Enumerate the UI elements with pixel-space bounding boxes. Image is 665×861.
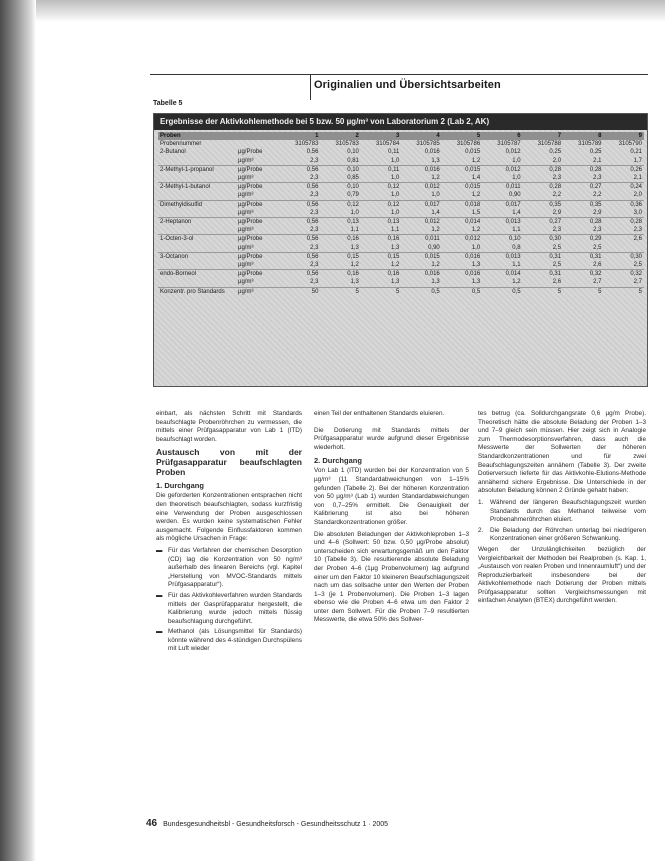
table-cell: µg/m³ (236, 209, 280, 218)
table-cell: 1,2 (401, 226, 441, 235)
table-cell: 0,014 (505, 271, 521, 278)
table-cell: 0,011 (425, 236, 440, 243)
text-column-2 (314, 410, 469, 628)
table-cell: 0,36 (630, 201, 642, 208)
table-cell: 1,1 (361, 226, 401, 235)
table-cell: Dimethyldisulfid (160, 201, 203, 208)
table-cell (158, 261, 236, 270)
table-cell: 0,81 (320, 157, 360, 166)
table-label: Tabelle 5 (153, 100, 183, 107)
table-cell: 1,7 (604, 157, 645, 166)
table-cell: µg/m³ (236, 278, 280, 287)
table-cell: 1,4 (442, 174, 482, 183)
table-cell: 8 (563, 132, 603, 140)
table-cell: 1,3 (442, 278, 482, 287)
table-cell: µg/Probe (238, 149, 263, 156)
table-caption: Ergebnisse der Aktivkohlemethode bei 5 bzw. 50 µg/m³ von Laboratorium 2 (Lab 2, AK) (154, 114, 647, 130)
table-cell (158, 174, 236, 183)
table-cell: 5 (395, 288, 400, 295)
table-cell: 0,56 (306, 166, 319, 173)
table-cell: 1,0 (361, 209, 401, 218)
bullet-marker-icon: ▬ (156, 628, 163, 636)
table-cell: 3,0 (604, 209, 645, 218)
table-cell: 0,56 (306, 253, 319, 260)
table-cell: 0,15 (347, 253, 359, 260)
list-number: 1. (478, 498, 484, 506)
table-cell: 0,10 (347, 149, 359, 156)
table-cell: 0,79 (320, 191, 360, 200)
text-column-3 (478, 410, 646, 609)
table-cell: 1,0 (442, 244, 482, 253)
table-cell: 2-Methyl-1-propanol (160, 166, 214, 173)
table-cell: 1,0 (320, 209, 360, 218)
table-cell: 0,012 (424, 219, 440, 226)
table-cell: 1,3 (401, 157, 441, 166)
table-cell: 0,018 (465, 201, 481, 208)
table-row (158, 226, 644, 235)
table-cell: 0,31 (549, 253, 562, 260)
table-cell: 3105784 (375, 141, 400, 148)
table-cell: 1,2 (442, 191, 482, 200)
list-item-text: Für das Verfahren der chemischen Desorption (CD) lag die Konzentration von 50 ng/m³ außerhalb des linearen Bereichs (vgl. Kapitel „Herstellung von MVOC-Standards mittels Prüfgasapparatur“). (168, 546, 302, 589)
table-cell: 0,017 (505, 201, 521, 208)
table-cell: 2,5 (604, 261, 645, 270)
paragraph: Die Dotierung mit Standards mittels der Prüfgasapparatur wurde aufgrund dieser Ergebnisse wiederholt. (314, 426, 469, 451)
table-cell: 0,29 (589, 236, 602, 243)
table-cell: 0,10 (347, 166, 359, 173)
table-cell: 3105786 (456, 141, 481, 148)
table-cell: 0,28 (549, 184, 562, 191)
list-item (478, 499, 646, 525)
paragraph: Wegen der Unzulänglichkeiten bezüglich der Vergleichbarkeit der Methoden bei Realproben (s. Kap. 1, „Austausch von realen Proben und Innenraumluft“) und der Reproduzierbarkeit insbesondere bei der Aktivkohlemethode nach Dotierung der Proben mittels Prüfgasapparatur sollten Vergleichsmessungen mit einfachen Analyten (BTEX) durchgeführt werden. (478, 545, 646, 605)
table-row (158, 183, 644, 192)
table-cell: 2,3 (280, 209, 320, 218)
table-cell: 2,9 (523, 209, 563, 218)
table-cell: 0,012 (424, 184, 440, 191)
table-cell: 0,56 (306, 184, 319, 191)
results-table (158, 132, 644, 296)
table-cell: 0,13 (387, 219, 400, 226)
list-item-text: Während der längeren Beaufschlagungszeit wurden Standards durch das Methanol teilweise vom Probenahmeröhrchen eluiert. (490, 498, 646, 524)
table-cell: µg/m³ (236, 244, 280, 253)
table-cell: 2,7 (604, 278, 645, 287)
table-cell: 5 (355, 288, 359, 295)
table-row (158, 235, 644, 244)
table-cell: µg/Probe (238, 236, 263, 243)
table-cell: 2,3 (280, 157, 320, 166)
table-cell: 1,0 (361, 174, 401, 183)
table-cell: 0,012 (465, 236, 481, 243)
section-heading: Austausch von mit der Prüfgasapparatur beaufschlagten Proben (156, 447, 302, 478)
table-cell: 3105783 (295, 141, 319, 148)
table-cell: 50 (311, 288, 319, 295)
table-cell: 5 (442, 132, 482, 140)
list-item-text: Die Beladung der Röhrchen unterlag bei niedrigeren Konzentrationen einer größeren Schwankung. (490, 526, 646, 543)
table-cell: 0,011 (506, 184, 521, 191)
table-cell (158, 191, 236, 200)
table-cell: 0,16 (387, 271, 400, 278)
text-column-1 (156, 410, 302, 656)
table-cell: 0,016 (424, 149, 440, 156)
results-table-box (153, 113, 648, 387)
table-cell: 5 (638, 288, 642, 295)
table-cell: 0,015 (424, 253, 440, 260)
table-cell (158, 244, 236, 253)
table-cell: µg/Probe (238, 219, 263, 226)
table-cell: 0,015 (465, 166, 481, 173)
table-cell: µg/m³ (236, 157, 280, 166)
table-cell: 0,90 (482, 191, 522, 200)
table-cell (604, 244, 645, 253)
table-cell: 1,0 (482, 174, 522, 183)
table-cell: 1-Octen-3-ol (160, 236, 194, 243)
table-cell: 2,3 (280, 278, 320, 287)
table-cell: 0,26 (630, 166, 642, 173)
table-cell: µg/Probe (238, 271, 263, 278)
table-cell: 1,2 (482, 278, 522, 287)
table-cell: 0,016 (424, 271, 440, 278)
table-cell: Konzentr. pro Standards (160, 288, 225, 295)
scan-shadow-top (36, 0, 665, 22)
table-cell: 0,16 (387, 236, 400, 243)
table-cell: 0,35 (549, 201, 562, 208)
table-cell: 3-Octanon (160, 253, 189, 260)
table-cell: 3105790 (618, 141, 642, 148)
table-header-row (158, 132, 644, 140)
table-cell: 1,3 (320, 244, 360, 253)
table-cell: 1,0 (361, 191, 401, 200)
table-cell: 0,25 (549, 149, 562, 156)
table-cell (236, 140, 280, 148)
table-cell: 2-Heptanon (160, 219, 192, 226)
table-cell: 1,4 (482, 209, 522, 218)
table-cell: 0,11 (388, 166, 400, 173)
table-row (158, 261, 644, 270)
table-cell: 0,016 (465, 271, 481, 278)
table-cell: 0,85 (320, 174, 360, 183)
table-cell: µg/m³ (236, 226, 280, 235)
table-cell: 0,5 (431, 288, 440, 295)
table-row (158, 200, 644, 209)
table-cell: 0,015 (465, 149, 481, 156)
table-cell: 2,2 (563, 191, 603, 200)
table-row (158, 148, 644, 156)
table-cell: 6 (482, 132, 522, 140)
table-cell: 0,13 (347, 219, 359, 226)
table-cell: 2,5 (563, 244, 603, 253)
page-number: 46 (146, 818, 158, 829)
table-cell: 2,6 (563, 261, 603, 270)
scan-shadow-left (0, 0, 36, 861)
table-cell: 3 (361, 132, 401, 140)
list-item-text: Methanol (als Lösungsmittel für Standards) könnte während des 4-stündigen Durchspülens mit Luft wieder (168, 628, 302, 653)
table-cell: 0,12 (387, 201, 400, 208)
paragraph: einbart, als nächsten Schritt mit Standards beaufschlagte Probenröhrchen zu vermessen, die mittels einer Prüfgasapparatur von Lab 1 (ITD) beaufschlagt worden. (156, 410, 302, 443)
table-cell: Proben (158, 132, 236, 140)
table-cell: 1,2 (401, 174, 441, 183)
table-cell: 2,0 (523, 157, 563, 166)
table-cell: 2,5 (523, 244, 563, 253)
table-cell: µg/Probe (238, 166, 263, 173)
table-cell: 2,3 (280, 244, 320, 253)
subsection-heading: 1. Durchgang (156, 481, 204, 491)
table-row (158, 209, 644, 218)
table-cell: 4 (401, 132, 441, 140)
table-cell: 0,28 (630, 219, 642, 226)
table-cell: 2,3 (604, 226, 645, 235)
table-cell: 2,3 (280, 174, 320, 183)
table-row (158, 218, 644, 227)
table-cell (158, 157, 236, 166)
bullet-list (156, 547, 302, 654)
table-cell: 0,35 (589, 201, 602, 208)
bullet-marker-icon: ▬ (156, 591, 163, 599)
list-item (156, 628, 302, 654)
table-cell: 0,25 (589, 149, 602, 156)
table-cell: 1,3 (401, 278, 441, 287)
table-cell: 2,3 (523, 226, 563, 235)
table-cell: 2,1 (604, 174, 645, 183)
table-cell: 0,8 (482, 244, 522, 253)
table-cell: 0,30 (630, 253, 642, 260)
table-cell: 2-Butanol (160, 149, 186, 156)
table-cell: 0,012 (505, 166, 521, 173)
table-cell: 3105785 (416, 141, 440, 148)
table-cell: 1,2 (442, 226, 482, 235)
table-cell: 0,30 (549, 236, 562, 243)
table-cell: 1,4 (401, 209, 441, 218)
table-cell: 2,2 (523, 191, 563, 200)
table-cell: 0,24 (630, 184, 642, 191)
table-cell: 0,5 (471, 288, 481, 295)
table-cell: 1,0 (482, 157, 522, 166)
table-cell: 1,3 (442, 261, 482, 270)
table-cell: 3105783 (335, 141, 359, 148)
table-cell: 3105789 (578, 141, 602, 148)
paragraph: Die geforderten Konzentrationen entsprachen nicht den theoretisch beaufschlagten, sodass kurzfristig eine Verwendung der Proben ausgeschlossen werden. Es wurden keine systematischen Fehler ausgemacht. Folgende Einflussfaktoren kommen als mögliche Ursachen in Frage: (156, 492, 302, 543)
table-cell: 0,56 (306, 236, 319, 243)
table-cell: 0,31 (549, 271, 562, 278)
table-cell: 0,56 (306, 271, 319, 278)
table-cell: 2 (320, 132, 360, 140)
table-cell: 0,21 (630, 149, 642, 156)
table-cell: 0,017 (424, 201, 440, 208)
table-cell: µg/m³ (236, 261, 280, 270)
list-item (478, 527, 646, 544)
table-cell: µg/Probe (238, 201, 263, 208)
table-cell: 7 (523, 132, 563, 140)
table-cell: 1,2 (320, 261, 360, 270)
table-cell: 0,31 (589, 253, 602, 260)
table-cell: 0,12 (347, 201, 359, 208)
table-row (158, 165, 644, 174)
table-cell: 0,11 (388, 149, 400, 156)
table-cell: 0,28 (589, 166, 602, 173)
list-item-text: Für das Aktivkohleverfahren wurden Standards mittels der Gasprüfapparatur hergestellt, die Kalibrierung wurde jedoch mittels flüssig beaufschlagung durchgeführt. (168, 591, 302, 625)
paragraph: Von Lab 1 (ITD) wurden bei der Konzentration von 5 µg/m³ (11 Standardabweichungen von 1–15% gefunden (Tabelle 2). Bei der höheren Konzentration von 50 µg/m³ (Lab 1) wurden Standardabweichungen von 0,7–25% ermittelt. Die Genauigkeit der Kalibrierung ist also bei höheren Standardkonzentrationen größer. (314, 467, 469, 526)
table-cell: 0,32 (630, 271, 642, 278)
table-row (158, 157, 644, 166)
table-cell: 1,3 (320, 278, 360, 287)
table-cell: 1,3 (361, 278, 401, 287)
table-cell: 0,12 (387, 184, 400, 191)
table-row (158, 191, 644, 200)
table-cell: 0,013 (505, 253, 521, 260)
section-header-title: Originalien und Übersichtsarbeiten (314, 79, 501, 91)
table-cell: µg/m³ (238, 288, 254, 295)
table-cell: 0,56 (306, 149, 319, 156)
table-cell: 0,27 (589, 184, 602, 191)
table-cell: 0,10 (508, 236, 521, 243)
table-row (158, 287, 644, 296)
table-cell: µg/m³ (236, 191, 280, 200)
table-cell: Probennummer (160, 141, 202, 148)
table-row (158, 270, 644, 279)
table-cell: 0,56 (306, 219, 319, 226)
subsection-heading: 2. Durchgang (314, 456, 362, 466)
table-cell: 0,016 (465, 253, 481, 260)
table-cell: 0,015 (465, 184, 481, 191)
table-cell: 2-Methyl-1-butanol (160, 184, 211, 191)
journal-citation: Bundesgesundheitsbl - Gesundheitsforsch - Gesundheitsschutz 1 · 2005 (163, 821, 389, 828)
header-divider (310, 74, 311, 100)
table-cell: 1,2 (401, 261, 441, 270)
table-cell: 2,3 (280, 226, 320, 235)
table-cell (236, 132, 280, 140)
table-cell: µg/m³ (236, 174, 280, 183)
list-number: 2. (478, 526, 484, 534)
table-cell: 2,3 (563, 226, 603, 235)
table-cell: 0,012 (505, 149, 521, 156)
table-cell: 1,2 (361, 261, 401, 270)
table-cell: 1,0 (361, 157, 401, 166)
table-cell: 2,6 (523, 278, 563, 287)
table-cell: 1,5 (442, 209, 482, 218)
table-cell: 5 (557, 288, 562, 295)
table-cell: endo-Borneol (160, 271, 197, 278)
table-cell: 2,9 (563, 209, 603, 218)
table-row (158, 278, 644, 287)
table-row (158, 174, 644, 183)
table-cell: 3105788 (537, 141, 562, 148)
table-cell (158, 209, 236, 218)
table-cell: 0,15 (387, 253, 400, 260)
table-cell: 1 (280, 132, 320, 140)
table-cell: 0,016 (424, 166, 440, 173)
table-cell: 0,28 (589, 219, 602, 226)
table-cell: 0,014 (465, 219, 481, 226)
table-cell: 1,2 (442, 157, 482, 166)
table-cell: 0,28 (549, 166, 562, 173)
table-cell: 5 (598, 288, 602, 295)
table-cell: 0,16 (347, 236, 359, 243)
table-cell: 2,0 (604, 191, 645, 200)
bullet-marker-icon: ▬ (156, 546, 163, 554)
paragraph: tes betrug (ca. Solldurchgangsrate 0,6 µg/m Probe). Theoretisch hätte die absolute Beladung der Proben 1–3 und 7–9 gleich sein müssen. Hier zeigt sich in Analogie zum Thermodesorptionsverfahren, dass auch die Messwerte der Sollwerten der höheren Standardkonzentrationen und für zwei Beaufschlagungszeiten annähern (Tabelle 3). Der zweite Dotierversuch lieferte für das Aktivkohle-Elutions-Methode annähernd sichere Ergebnisse. Die Unterschiede in der absoluten Beladung können 2 Gründe gehabt haben: (478, 410, 646, 495)
table-cell: 1,3 (361, 244, 401, 253)
table-cell: 2,3 (280, 191, 320, 200)
numbered-list (478, 499, 646, 544)
paragraph: einen Teil der enthaltenen Standards eluieren. (314, 410, 445, 417)
header-rule (150, 74, 648, 75)
page-footer (146, 818, 388, 829)
table-cell: 2,7 (563, 278, 603, 287)
table-row (158, 244, 644, 253)
table-row (158, 140, 644, 148)
table-cell: 0,10 (347, 184, 359, 191)
paragraph: Die absoluten Beladungen der Aktivkohleproben 1–3 und 4–6 (Sollwert: 50 bzw. 0,50 µg/Probe absolut) unterscheiden sich erwartungsgemäß um den Faktor 10 (Tabelle 3). Die resultierende absolute Beladung der Proben 4–6 (1µg Probenvolumen) lag aufgrund einer um den Faktor 10 kleineren Beaufschlagungszeit nach um das sollsache unter den Werten der Proben 1–3 (je 1 Probenvolumen). Die Proben 1–3 lagen ebenso wie die Proben 4–6 etwa um den Faktor 2 unter dem Sollwert. Für die Proben 7–9 resultierten Messwerte, die etwa 50% des Sollwer- (314, 530, 469, 624)
table-cell: µg/Probe (238, 184, 263, 191)
table-cell: 0,32 (589, 271, 602, 278)
table-cell: 1,1 (482, 226, 522, 235)
table-cell: 0,90 (401, 244, 441, 253)
list-item (156, 547, 302, 590)
table-cell: 1,1 (320, 226, 360, 235)
table-row (158, 252, 644, 261)
table-cell: 2,5 (523, 261, 563, 270)
table-cell: 0,5 (512, 288, 521, 295)
list-item (156, 592, 302, 626)
table-cell (158, 278, 236, 287)
table-cell: 9 (604, 132, 645, 140)
table-cell: 2,1 (563, 157, 603, 166)
table-cell: 0,013 (505, 219, 521, 226)
table-cell: 2,3 (563, 174, 603, 183)
table-cell: 2,3 (523, 174, 563, 183)
table-cell: 1,0 (401, 191, 441, 200)
table-cell (158, 226, 236, 235)
table-cell: 2,6 (633, 236, 642, 243)
table-cell: 0,16 (347, 271, 359, 278)
table-cell: 3105787 (497, 141, 521, 148)
table-cell: 0,27 (549, 219, 562, 226)
table-cell: 1,1 (482, 261, 522, 270)
table-cell: 2,3 (280, 261, 320, 270)
table-cell: µg/Probe (238, 253, 263, 260)
table-cell: 0,56 (306, 201, 319, 208)
